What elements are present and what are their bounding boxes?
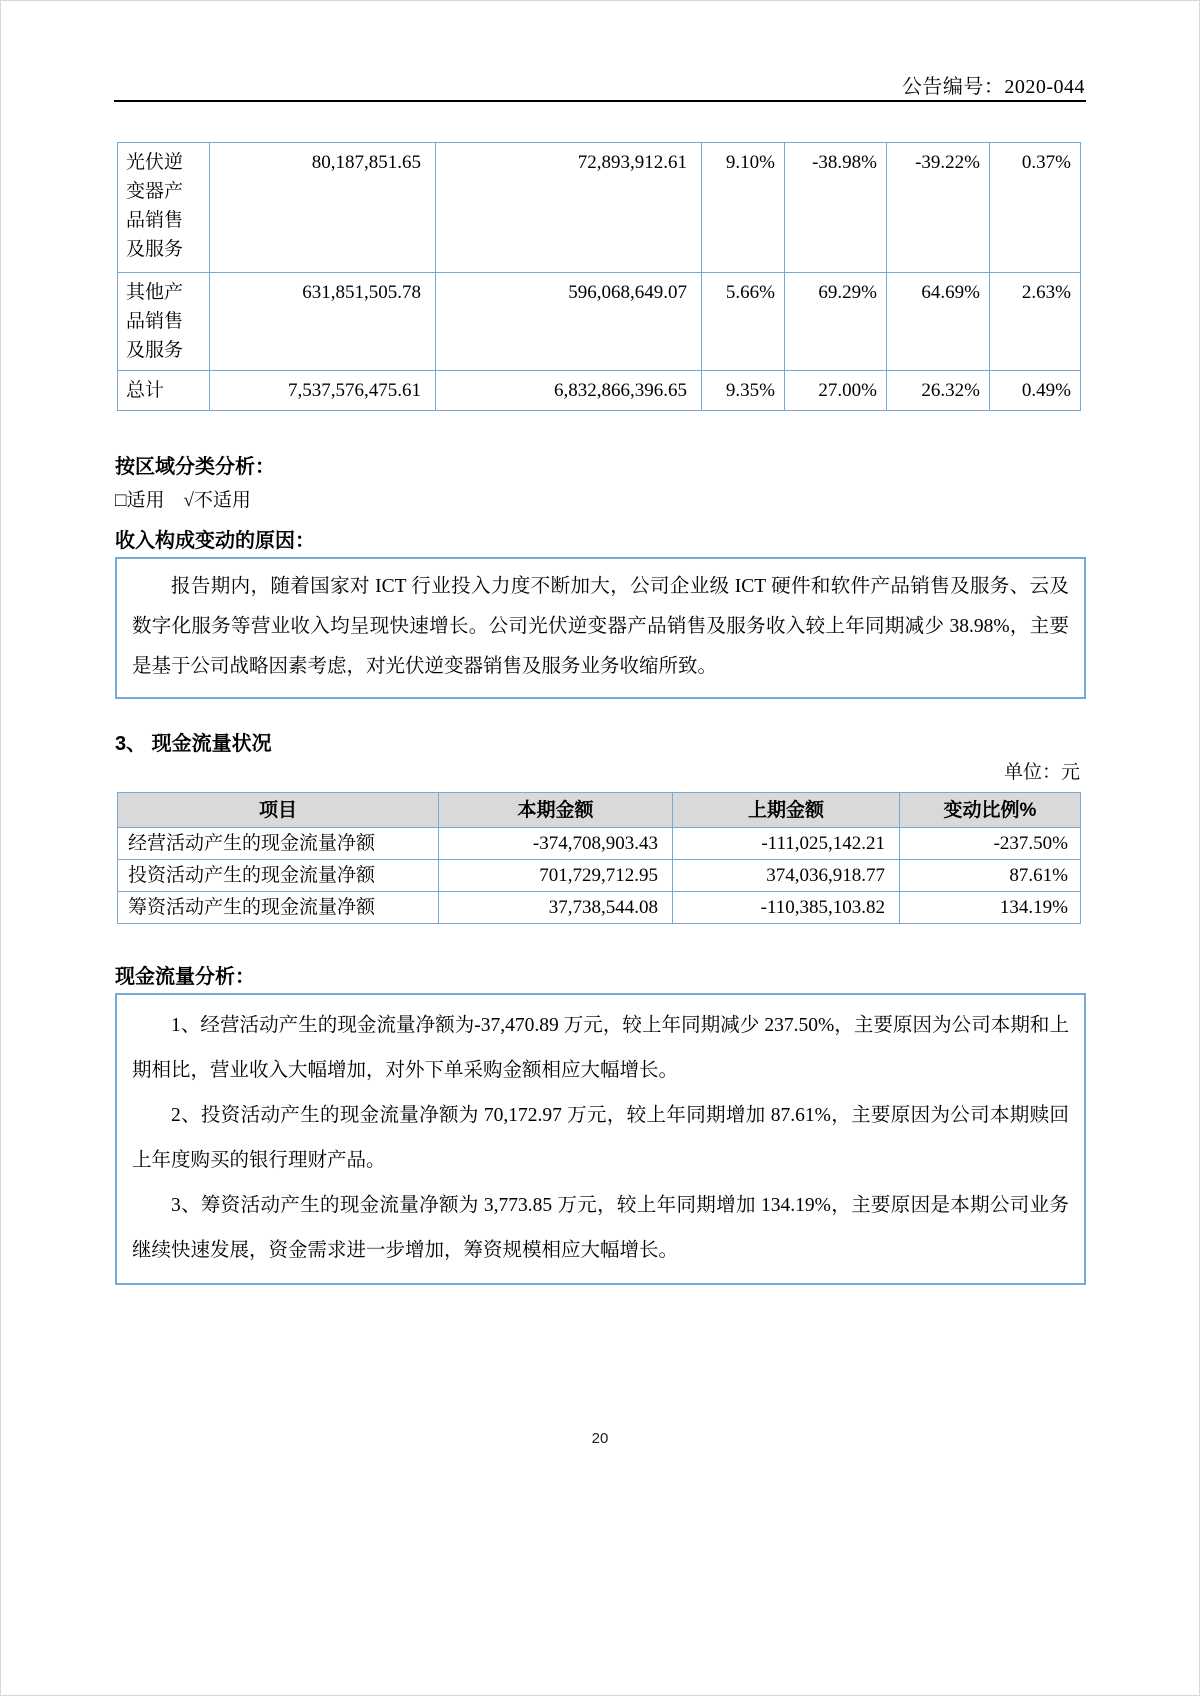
product-label-cell: 其他产品销售及服务 [118,273,210,371]
current-amount-cell: 37,738,544.08 [439,892,673,924]
current-amount-cell: -374,708,903.43 [439,828,673,860]
table-row [118,892,1081,924]
cost-change-cell: 26.32% [887,371,990,411]
margin-change-cell: 0.37% [990,143,1081,273]
applicability-line: □适用 √不适用 [115,490,251,511]
table-row-total [118,371,1081,411]
previous-amount-cell: -111,025,142.21 [673,828,900,860]
column-header-change: 变动比例% [900,793,1081,828]
revenue-change-cell: -38.98% [785,143,887,273]
analysis-paragraph-operating: 1、经营活动产生的现金流量净额为-37,470.89 万元，较上年同期减少 237.50%，主要原因为公司本期和上期相比，营业收入大幅增加，对外下单采购金额相应大幅增长。 [132,1015,1069,1081]
revenue-change-cell: 27.00% [785,371,887,411]
header-rule [114,100,1086,102]
table-header-row [118,793,1081,828]
cost-change-cell: 64.69% [887,273,990,371]
reason-paragraph: 报告期内，随着国家对 ICT 行业投入力度不断加大，公司企业级 ICT 硬件和软件产品销售及服务、云及数字化服务等营业收入均呈现快速增长。公司光伏逆变器产品销售及服务收入较上年同期减少 38.98%，主要是基于公司战略因素考虑，对光伏逆变器销售及服务业务收缩所致。 [132,576,1069,677]
unit-label: 单位：元 [1003,762,1080,783]
table-row [118,860,1081,892]
cash-flow-section-heading: 3、 现金流量状况 [115,733,272,755]
column-header-item: 项目 [118,793,439,828]
previous-amount-cell: 596,068,649.07 [436,273,702,371]
analysis-paragraph-investing: 2、投资活动产生的现金流量净额为 70,172.97 万元，较上年同期增加 87.61%，主要原因为公司本期赎回上年度购买的银行理财产品。 [132,1105,1069,1171]
cost-change-cell: -39.22% [887,143,990,273]
gross-margin-cell: 9.35% [702,371,785,411]
cash-flow-analysis-box [115,993,1086,1285]
margin-change-cell: 0.49% [990,371,1081,411]
item-cell: 筹资活动产生的现金流量净额 [118,892,439,924]
cash-flow-analysis-heading: 现金流量分析： [115,966,255,988]
revenue-by-product-table [117,142,1081,411]
column-header-previous: 上期金额 [673,793,900,828]
current-amount-cell: 631,851,505.78 [210,273,436,371]
region-analysis-heading: 按区域分类分析： [115,456,275,478]
previous-amount-cell: 374,036,918.77 [673,860,900,892]
revenue-change-reason-heading: 收入构成变动的原因： [115,530,315,552]
previous-amount-cell: 6,832,866,396.65 [436,371,702,411]
revenue-change-reason-box [115,557,1086,699]
previous-amount-cell: -110,385,103.82 [673,892,900,924]
product-label-cell: 光伏逆变器产品销售及服务 [118,143,210,273]
change-cell: -237.50% [900,828,1081,860]
page-number: 20 [591,1430,609,1447]
column-header-current: 本期金额 [439,793,673,828]
doc-number-label: 公告编号：2020-044 [901,76,1085,98]
current-amount-cell: 80,187,851.65 [210,143,436,273]
cash-flow-table [117,792,1081,924]
item-cell: 投资活动产生的现金流量净额 [118,860,439,892]
table-row [118,143,1081,273]
change-cell: 87.61% [900,860,1081,892]
revenue-change-cell: 69.29% [785,273,887,371]
previous-amount-cell: 72,893,912.61 [436,143,702,273]
current-amount-cell: 7,537,576,475.61 [210,371,436,411]
table-row [118,273,1081,371]
table-row [118,828,1081,860]
margin-change-cell: 2.63% [990,273,1081,371]
item-cell: 经营活动产生的现金流量净额 [118,828,439,860]
gross-margin-cell: 9.10% [702,143,785,273]
gross-margin-cell: 5.66% [702,273,785,371]
product-label-cell: 总计 [118,371,210,411]
change-cell: 134.19% [900,892,1081,924]
analysis-paragraph-financing: 3、筹资活动产生的现金流量净额为 3,773.85 万元，较上年同期增加 134.19%，主要原因是本期公司业务继续快速发展，资金需求进一步增加，筹资规模相应大幅增长。 [132,1195,1069,1261]
current-amount-cell: 701,729,712.95 [439,860,673,892]
